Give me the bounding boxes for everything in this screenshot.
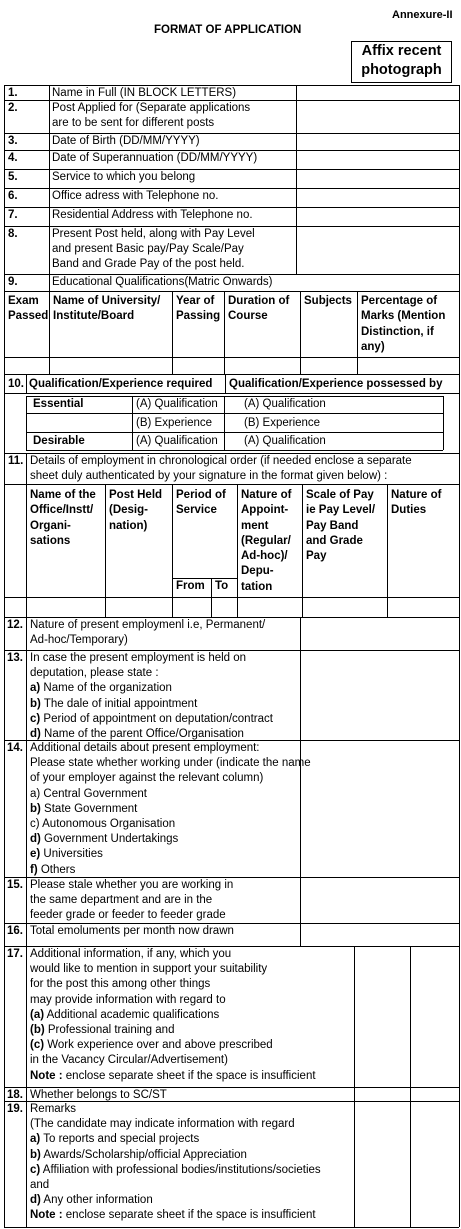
- text-line: Period of: [176, 489, 226, 501]
- item-text: for the post this among other things: [30, 978, 211, 991]
- q11-instructions: [30, 454, 412, 484]
- item-text: would like to mention in support your suitability: [30, 963, 268, 976]
- item-marker: c): [30, 1163, 41, 1176]
- item-text: State Government: [40, 802, 138, 815]
- text-line: Post Held: [109, 489, 163, 501]
- photo-label-line: photograph: [361, 62, 442, 78]
- text-line: Name of the: [30, 489, 96, 501]
- row-label: [52, 170, 195, 185]
- text-line: Service: [176, 504, 217, 517]
- text-line: Subjects: [304, 295, 352, 307]
- rule-v: [459, 617, 460, 1227]
- item-text: Remarks: [30, 1103, 77, 1115]
- text-line: Organi-: [30, 519, 71, 532]
- text-line: Ad-hoc)/: [241, 550, 288, 563]
- item-text: (The candidate may indicate information with regard: [30, 1118, 295, 1131]
- item-text: Work experience over and above prescribed: [44, 1039, 273, 1052]
- rule-v: [459, 374, 460, 453]
- text-line: [30, 1193, 321, 1208]
- rule-h: [4, 597, 459, 598]
- row-label: [30, 878, 233, 924]
- item-marker: a): [30, 1133, 41, 1146]
- text-line: [30, 666, 273, 681]
- text-line: Date of Birth (DD/MM/YYYY): [52, 135, 200, 147]
- rule-h: [26, 450, 443, 451]
- row-label: [52, 101, 250, 131]
- row-number: 18.: [7, 1089, 23, 1101]
- text-line: [30, 962, 316, 977]
- row-label: [52, 151, 257, 166]
- row-number: 17.: [7, 948, 23, 960]
- rule-v: [459, 484, 460, 617]
- text-line: tation: [241, 580, 273, 593]
- text-line: Duties: [391, 504, 427, 517]
- text-line: Duration of: [228, 295, 290, 307]
- item-marker: b): [30, 1148, 41, 1161]
- item-text: deputation, please state :: [30, 667, 159, 680]
- text-line: sheet duly authenticated by your signature in the format given below) :: [30, 470, 388, 482]
- row-number: 2.: [8, 102, 18, 114]
- text-line: and present Basic pay/Pay Scale/Pay: [52, 243, 244, 255]
- row-label: [30, 618, 265, 648]
- text-line: [30, 1069, 316, 1084]
- item-text: Additional academic qualifications: [44, 1008, 220, 1021]
- row-number: 12.: [7, 619, 23, 631]
- item-text: Others: [37, 863, 76, 876]
- item-marker: e): [30, 848, 41, 861]
- rule-h: [26, 396, 443, 397]
- text-line: [30, 832, 311, 847]
- rule-v: [357, 291, 358, 374]
- from-header: From: [176, 580, 205, 592]
- edu-column-header: [8, 294, 48, 325]
- rule-h: [26, 432, 443, 433]
- row-label: [30, 1088, 167, 1103]
- rule-v: [4, 85, 5, 291]
- text-line: [30, 1038, 316, 1053]
- item-text: of your employer against the relevant column): [30, 772, 264, 785]
- text-line: Office adress with Telephone no.: [52, 190, 219, 202]
- edu-column-header: [361, 294, 445, 356]
- rule-v: [296, 85, 297, 274]
- text-line: [30, 633, 265, 648]
- row-number: 13.: [7, 652, 23, 664]
- text-line: Date of Superannuation (DD/MM/YYYY): [52, 152, 258, 164]
- rule-v: [443, 396, 444, 450]
- employment-column-header: [391, 488, 441, 519]
- text-line: [30, 1023, 316, 1038]
- text-line: [30, 771, 311, 786]
- text-line: any): [361, 341, 385, 354]
- item-text: a) Central Government: [30, 787, 147, 800]
- text-line: Name of University/: [53, 295, 161, 307]
- item-marker: (b): [30, 1024, 45, 1037]
- rule-v: [132, 396, 133, 450]
- row-number: 9.: [8, 276, 18, 288]
- text-line: Name in Full (IN BLOCK LETTERS): [52, 87, 237, 99]
- item-text: Name of the organization: [40, 682, 172, 695]
- item-text: Please state whether working under (indicate the name: [30, 757, 311, 770]
- rule-v: [225, 374, 226, 393]
- text-line: [30, 893, 233, 908]
- text-line: Percentage of: [361, 295, 438, 307]
- rule-h: [4, 1227, 459, 1228]
- item-text: Awards/Scholarship/official Appreciation: [40, 1148, 247, 1161]
- edu-column-header: [176, 294, 220, 325]
- text-line: [30, 618, 265, 633]
- text-line: [30, 1148, 321, 1163]
- edu-column-header: [304, 294, 352, 309]
- text-line: [30, 947, 316, 962]
- row-number: 7.: [8, 209, 18, 221]
- item-text: To reports and special projects: [40, 1133, 200, 1146]
- rule-v: [224, 396, 225, 450]
- text-line: Exam: [8, 295, 39, 307]
- item-text: enclose separate sheet if the space is insufficient: [62, 1069, 316, 1082]
- qualification-label: (A) Qualification: [136, 435, 218, 447]
- text-line: [30, 681, 273, 696]
- rule-h: [4, 291, 459, 292]
- item-marker: d): [30, 728, 41, 741]
- text-line: [30, 802, 311, 817]
- text-line: Pay Band: [306, 519, 359, 532]
- text-line: ie Pay Level/: [306, 504, 376, 517]
- text-line: Present Post held, along with Pay Level: [52, 228, 255, 240]
- text-line: Course: [228, 310, 268, 323]
- text-line: Nature of: [241, 489, 292, 501]
- rule-v: [4, 453, 5, 617]
- item-text: Total emoluments per month now drawn: [30, 925, 234, 937]
- text-line: [30, 651, 273, 666]
- item-text: Nature of present employmenl i.e, Permanent/: [30, 619, 266, 631]
- form-title: FORMAT OF APPLICATION: [154, 24, 302, 36]
- row-number: 3.: [8, 135, 18, 147]
- item-text: and: [30, 1179, 50, 1192]
- item-text: Period of appointment on deputation/contract: [40, 712, 273, 725]
- rule-v: [4, 617, 5, 1227]
- row-number: 19.: [7, 1103, 23, 1115]
- text-line: [30, 1008, 316, 1023]
- text-line: ment: [241, 519, 269, 532]
- desirable-label: Desirable: [33, 435, 85, 447]
- item-marker: (a): [30, 1008, 45, 1021]
- text-line: Passing: [176, 310, 221, 323]
- annexure-label: Annexure-II: [392, 9, 453, 21]
- rule-h: [4, 357, 459, 358]
- text-line: [30, 1053, 316, 1068]
- text-line: [30, 924, 234, 939]
- text-line: Office/Instt/: [30, 504, 94, 517]
- rule-v: [26, 617, 27, 1227]
- text-line: [30, 1088, 167, 1103]
- item-text: may provide information with regard to: [30, 993, 226, 1006]
- row-label: [52, 134, 200, 149]
- item-text: Name of the parent Office/Organisation: [40, 728, 244, 741]
- experience-label: (B) Experience: [136, 417, 213, 429]
- text-line: [30, 863, 311, 878]
- rule-h: [4, 393, 459, 394]
- employment-column-header: [306, 488, 375, 564]
- text-line: nation): [109, 519, 148, 532]
- employment-column-header: [176, 488, 226, 519]
- qualification-label: (A) Qualification: [244, 435, 326, 447]
- row-label: [52, 208, 253, 223]
- row-number: 16.: [7, 925, 23, 937]
- rule-h: [4, 374, 459, 375]
- employment-column-header: [30, 488, 96, 549]
- row-number: 10.: [8, 378, 24, 390]
- item-marker: d): [30, 1194, 41, 1207]
- text-line: Distinction, if: [361, 325, 434, 338]
- row-number: 6.: [8, 190, 18, 202]
- row-number: 8.: [8, 228, 18, 240]
- item-text: Universities: [40, 848, 103, 861]
- text-line: Appoint-: [241, 504, 289, 517]
- item-text: Whether belongs to SC/ST: [30, 1089, 167, 1101]
- text-line: (Desig-: [109, 504, 148, 517]
- text-line: [30, 1163, 321, 1178]
- text-line: [30, 993, 316, 1008]
- q10-required-header: Qualification/Experience required: [29, 378, 213, 390]
- text-line: Institute/Board: [53, 310, 135, 323]
- rule-v: [172, 291, 173, 374]
- rule-v: [26, 374, 27, 393]
- edu-column-header: [53, 294, 160, 325]
- text-line: and Grade: [306, 534, 363, 547]
- item-marker: Note :: [30, 1209, 63, 1222]
- row-number: 14.: [7, 742, 23, 754]
- text-line: [30, 1208, 321, 1223]
- employment-column-header: [241, 488, 291, 595]
- text-line: Marks (Mention: [361, 310, 446, 323]
- row-label: [52, 86, 236, 101]
- rule-v: [300, 291, 301, 374]
- item-marker: f): [30, 863, 38, 876]
- text-line: [30, 712, 273, 727]
- text-line: [30, 908, 233, 923]
- item-marker: d): [30, 833, 41, 846]
- item-text: in the Vacancy Circular/Advertisement): [30, 1054, 228, 1067]
- row-number: 5.: [8, 171, 18, 183]
- text-line: Residential Address with Telephone no.: [52, 209, 253, 221]
- item-text: c) Autonomous Organisation: [30, 818, 176, 831]
- row-label: [52, 275, 273, 290]
- item-marker: b): [30, 802, 41, 815]
- rule-v: [26, 453, 27, 484]
- item-text: enclose separate sheet if the space is insufficient: [62, 1209, 316, 1222]
- text-line: Pay: [306, 550, 327, 563]
- text-line: are to be sent for different posts: [52, 117, 215, 129]
- text-line: Nature of: [391, 489, 442, 501]
- item-text: The dale of initial appointment: [40, 697, 198, 710]
- row-label: [52, 227, 255, 272]
- text-line: [30, 1117, 321, 1132]
- item-marker: Note :: [30, 1069, 63, 1082]
- text-line: Post Applied for (Separate applications: [52, 102, 251, 114]
- text-line: [30, 1102, 321, 1117]
- row-number: 4.: [8, 152, 18, 164]
- text-line: Depu-: [241, 565, 274, 578]
- rule-v: [410, 946, 411, 1227]
- item-text: Any other information: [40, 1194, 153, 1207]
- rule-v: [459, 291, 460, 374]
- photo-label-line: Affix recent: [361, 43, 442, 59]
- rule-h: [26, 413, 443, 414]
- item-marker: a): [30, 682, 41, 695]
- text-line: [30, 727, 273, 742]
- item-text: feeder grade or feeder to feeder grade: [30, 909, 226, 922]
- rule-v: [26, 396, 27, 450]
- text-line: Details of employment in chronological order (if needed enclose a separate: [30, 455, 412, 467]
- text-line: Educational Qualifications(Matric Onwards): [52, 276, 273, 288]
- text-line: [30, 847, 311, 862]
- text-line: Passed: [8, 310, 49, 323]
- row-label: [30, 741, 311, 878]
- text-line: [30, 1178, 321, 1193]
- text-line: [30, 977, 316, 992]
- qualification-label: (A) Qualification: [136, 398, 218, 410]
- rule-v: [459, 85, 460, 291]
- row-number: 15.: [7, 879, 23, 891]
- essential-label: Essential: [33, 398, 84, 410]
- item-text: Professional training and: [44, 1024, 175, 1037]
- item-text: Ad-hoc/Temporary): [30, 634, 128, 647]
- experience-label: (B) Experience: [244, 417, 321, 429]
- text-line: sations: [30, 534, 71, 547]
- text-line: Scale of Pay: [306, 489, 374, 501]
- text-line: Service to which you belong: [52, 171, 196, 183]
- qualification-label: (A) Qualification: [244, 398, 326, 410]
- rule-v: [354, 946, 355, 1227]
- row-label: [30, 1102, 321, 1224]
- rule-v: [4, 374, 5, 453]
- text-line: Band and Grade Pay of the post held.: [52, 258, 245, 270]
- item-text: Affiliation with professional bodies/institutions/societies: [40, 1163, 321, 1176]
- text-line: [30, 1132, 321, 1147]
- text-line: Year of: [176, 295, 215, 307]
- rule-v: [4, 291, 5, 374]
- row-label: [52, 189, 218, 204]
- edu-column-header: [228, 294, 289, 325]
- text-line: [30, 697, 273, 712]
- item-text: Government Undertakings: [40, 833, 179, 846]
- item-text: Additional information, if any, which you: [30, 948, 232, 960]
- text-line: [30, 787, 311, 802]
- to-header: To: [215, 580, 229, 592]
- row-number: 11.: [8, 455, 24, 467]
- rule-h: [4, 484, 459, 485]
- photo-box: [351, 41, 452, 83]
- text-line: [30, 878, 233, 893]
- row-label: [30, 947, 316, 1084]
- row-label: [30, 651, 273, 742]
- row-label: [30, 924, 234, 939]
- item-text: Additional details about present employment:: [30, 742, 260, 754]
- text-line: (Regular/: [241, 534, 291, 547]
- text-line: [30, 817, 311, 832]
- employment-column-header: [109, 488, 162, 534]
- row-number: 1.: [8, 87, 18, 99]
- rule-v: [224, 291, 225, 374]
- item-text: Please stale whether you are working in: [30, 879, 234, 891]
- q10-possessed-header: Qualification/Experience possessed by: [229, 378, 443, 390]
- text-line: [30, 741, 311, 756]
- text-line: [30, 756, 311, 771]
- item-marker: (c): [30, 1039, 45, 1052]
- item-marker: c): [30, 712, 41, 725]
- rule-v: [49, 85, 50, 291]
- rule-v: [49, 291, 50, 374]
- item-text: In case the present employment is held on: [30, 652, 247, 664]
- item-marker: b): [30, 697, 41, 710]
- item-text: the same department and are in the: [30, 894, 213, 907]
